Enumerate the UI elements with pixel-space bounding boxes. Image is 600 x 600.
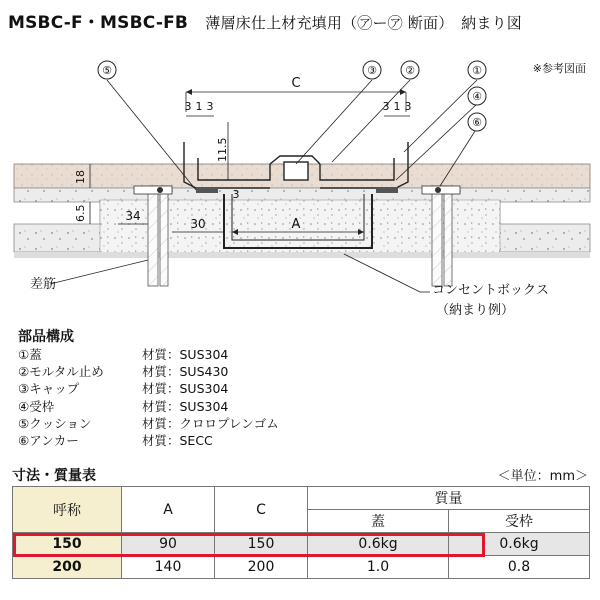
callout-4: ④ [472, 90, 482, 103]
part-material: 材質：SUS304 [142, 347, 229, 362]
header-c: C [215, 487, 308, 533]
header-frame: 受枠 [449, 510, 590, 533]
dim-3c: 3 [382, 100, 390, 113]
parts-row [18, 380, 279, 397]
cell-lid: 0.6kg [308, 533, 449, 556]
section-diagram [0, 52, 600, 324]
part-material: 材質：SUS430 [142, 364, 229, 380]
title-model: MSBC-F・MSBC-FB [8, 13, 189, 33]
cell-c: 200 [215, 556, 308, 579]
part-material: 材質：SUS304 [142, 381, 229, 397]
part-name: ②モルタル止め [18, 364, 104, 380]
outlet-box-note: （納まり例） [436, 303, 515, 318]
part-name: ④受枠 [18, 398, 55, 414]
dimensions-heading: 寸法・質量表 [12, 468, 96, 484]
cell-name: 150 [13, 533, 122, 556]
dim-1b: 1 [393, 100, 401, 113]
reference-note: ※参考図面 [532, 62, 586, 75]
parts-row [18, 346, 279, 363]
anchor-left [134, 186, 172, 194]
cell-frame: 0.8 [449, 556, 590, 579]
page-title [8, 8, 522, 33]
cell-name: 200 [13, 556, 122, 579]
dim-6-5: 6.5 [74, 204, 87, 222]
callout-1: ① [472, 64, 482, 77]
header-lid: 蓋 [308, 510, 449, 533]
rebar-right [432, 186, 452, 286]
dim-11-5: 11.5 [216, 137, 229, 162]
cell-a: 140 [122, 556, 215, 579]
part-name: ③キャップ [18, 381, 80, 397]
cell-a: 90 [122, 533, 215, 556]
part-material: 材質：SECC [142, 433, 213, 449]
rebar-left [148, 186, 168, 286]
callout-5: ⑤ [102, 64, 112, 77]
cell-lid: 1.0 [308, 556, 449, 579]
cell-frame: 0.6kg [449, 533, 590, 556]
row-highlight-frame [13, 533, 485, 557]
header-a: A [122, 487, 215, 533]
dim-3e: 3 [232, 188, 240, 201]
parts-row [18, 363, 279, 380]
callout-2: ② [405, 64, 415, 77]
parts-row [18, 415, 279, 432]
title-description: 薄層床仕上材充填用（㋐ー㋐ 断面） 納まり図 [205, 14, 522, 32]
cushion-pad-left [196, 187, 218, 193]
anchor-bolt-right [435, 187, 441, 193]
anchor-bolt-left [157, 187, 163, 193]
part-material: 材質：SUS304 [142, 398, 229, 414]
lower-slab [14, 252, 590, 258]
parts-heading: 部品構成 [18, 329, 74, 345]
parts-row [18, 432, 279, 449]
header-name: 呼称 [13, 487, 122, 533]
rebar-label: 差筋 [30, 277, 57, 292]
dim-34: 34 [125, 209, 141, 223]
unit-note: ＜単位：mm＞ [497, 469, 588, 484]
dim-3a: 3 [184, 100, 192, 113]
dim-30: 30 [190, 217, 206, 231]
cell-c: 150 [215, 533, 308, 556]
dim-3d: 3 [404, 100, 412, 113]
callout-6: ⑥ [472, 116, 482, 129]
dim-3b: 3 [206, 100, 214, 113]
part-name: ⑥アンカー [18, 433, 79, 449]
callout-3: ③ [367, 64, 377, 77]
dim-C: C [291, 76, 301, 91]
part-name: ①蓋 [18, 347, 42, 362]
dim-18: 18 [74, 170, 87, 184]
dim-A: A [291, 217, 301, 232]
parts-row [18, 398, 279, 415]
part-material: 材質：クロロプレンゴム [142, 415, 279, 431]
cushion-pad-right [376, 187, 398, 193]
outlet-box-label: コンセントボックス [432, 283, 549, 298]
parts-list [18, 346, 279, 449]
header-weight: 質量 [308, 487, 590, 510]
table-row [13, 556, 590, 579]
dim-1a: 1 [195, 100, 203, 113]
part-name: ⑤クッション [18, 415, 92, 431]
